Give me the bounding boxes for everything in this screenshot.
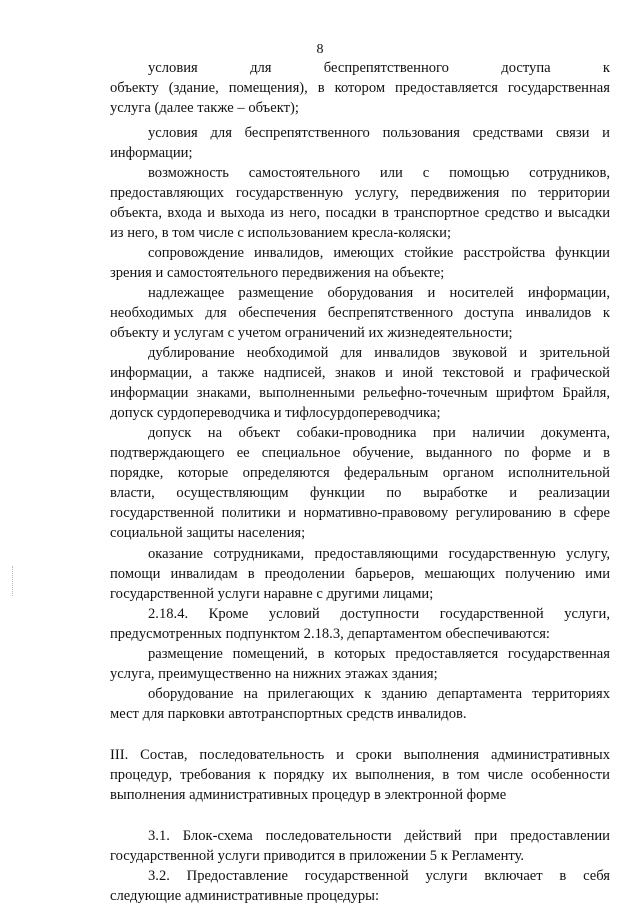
scan-margin-mark	[12, 566, 15, 596]
text-line: порядке, которые определяются федеральным органом исполнительной	[110, 465, 610, 481]
text-line: дублирование необходимой для инвалидов звуковой и зрительной	[148, 345, 610, 361]
text-line: государственной услуги наравне с другими лицами;	[110, 586, 434, 602]
text-line: государственной политики и нормативно-правовому регулированию в сфере	[110, 505, 610, 521]
text-line: III. Состав, последовательность и сроки выполнения административных	[110, 747, 610, 763]
text-line: власти, осуществляющим функции по выработке и реализации	[110, 485, 610, 501]
text-line: размещение помещений, в которых предоставляется государственная	[148, 646, 610, 662]
text-line: условия для беспрепятственного доступа к	[148, 60, 610, 76]
text-line: услуга (далее также – объект);	[110, 100, 299, 116]
text-line: 2.18.4. Кроме условий доступности государственной услуги,	[148, 606, 610, 622]
text-line: выполнения административных процедур в электронной форме	[110, 787, 507, 803]
text-line: следующие административные процедуры:	[110, 888, 380, 904]
text-line: условия для беспрепятственного пользования средствами связи и	[148, 125, 610, 141]
text-line: государственной услуги приводится в приложении 5 к Регламенту.	[110, 848, 525, 864]
text-line: объекту и услугам с учетом ограничений их жизнедеятельности;	[110, 325, 513, 341]
text-line: 3.1. Блок-схема последовательности действий при предоставлении	[148, 828, 610, 844]
text-line: социальной защиты населения;	[110, 525, 306, 541]
text-line: сопровождение инвалидов, имеющих стойкие расстройства функции	[148, 245, 610, 261]
text-line: необходимых для обеспечения беспрепятственного доступа инвалидов к	[110, 305, 610, 321]
text-line: 3.2. Предоставление государственной услуги включает в себя	[148, 868, 610, 884]
text-line: допуск на объект собаки-проводника при наличии документа,	[148, 425, 610, 441]
text-line: услуга, преимущественно на нижних этажах здания;	[110, 666, 438, 682]
text-line: информации, а также надписей, знаков и иной текстовой и графической	[110, 365, 610, 381]
text-line: информации знаками, выполненными рельефно-точечным шрифтом Брайля,	[110, 385, 610, 401]
text-line: оказание сотрудниками, предоставляющими государственную услугу,	[148, 546, 610, 562]
text-line: информации;	[110, 145, 193, 161]
text-line: объекта, входа и выхода из него, посадки в транспортное средство и высадки	[110, 205, 610, 221]
text-line: объекту (здание, помещения), в котором предоставляется государственная	[110, 80, 610, 96]
text-line: предусмотренных подпунктом 2.18.3, департаментом обеспечиваются:	[110, 626, 550, 642]
text-line: возможность самостоятельного или с помощью сотрудников,	[148, 165, 610, 181]
text-line: процедур, требования к порядку их выполнения, в том числе особенности	[110, 767, 610, 783]
text-line: допуск сурдопереводчика и тифлосурдопереводчика;	[110, 405, 441, 421]
text-line: оборудование на прилегающих к зданию департамента территориях	[148, 686, 610, 702]
text-line: из него, в том числе с использованием кресла-коляски;	[110, 225, 451, 241]
text-line: подтверждающего ее специальное обучение, выданного по форме и в	[110, 445, 610, 461]
text-line: надлежащее размещение оборудования и носителей информации,	[148, 285, 610, 301]
text-line: предоставляющих государственную услугу, передвижения по территории	[110, 185, 610, 201]
text-line: помощи инвалидам в преодолении барьеров, мешающих получению ими	[110, 566, 610, 582]
page-number: 8	[316, 42, 324, 57]
text-line: мест для парковки автотранспортных средств инвалидов.	[110, 706, 467, 722]
text-line: зрения и самостоятельного передвижения на объекте;	[110, 265, 445, 281]
